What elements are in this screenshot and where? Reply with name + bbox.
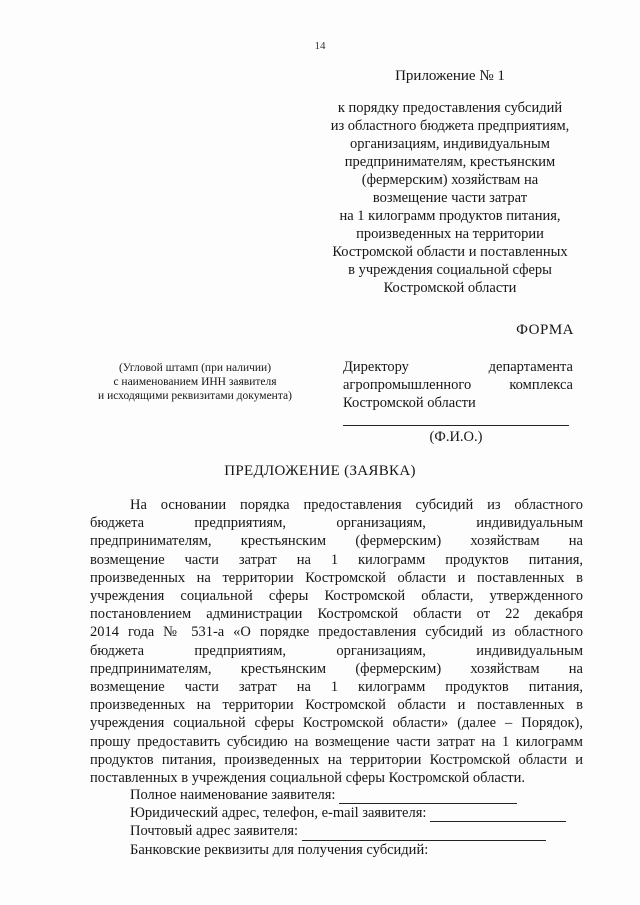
appendix-line: на 1 килограмм продуктов питания, [339,208,561,224]
body-line: постановлением администрации Костромской области от 22 декабря [90,606,583,623]
body-line: поставленных в учреждения социальной сферы Костромской области. [90,770,526,787]
appendix-line: к порядку предоставления субсидий [337,100,563,116]
body-line: 2014 года № 531-а «О порядке предоставления субсидий из областного [90,624,583,641]
addressee-line: Костромской области [343,395,476,411]
appendix-line: предпринимателям, крестьянским [344,154,556,170]
body-line: возмещение части затрат на 1 килограмм продуктов питания, [90,551,583,568]
fio-signature-line[interactable] [343,425,569,426]
document-title: ПРЕДЛОЖЕНИЕ (ЗАЯВКА) [224,463,416,479]
field-postal-address [130,822,590,840]
form-label: ФОРМА [516,322,574,338]
applicant-fields [130,786,590,859]
body-line: произведенных на территории Костромской области и поставленных в [90,569,583,586]
field-label: Юридический адрес, телефон, e-mail заявителя: [130,805,427,822]
field-label: Почтовый адрес заявителя: [130,823,299,840]
page-number: 14 [314,40,326,52]
appendix-line: из областного бюджета предприятиям, [330,118,570,134]
full-name-input-line[interactable] [339,790,517,804]
appendix-line: в учреждения социальной сферы [348,262,552,278]
field-bank-details [130,841,590,859]
appendix-block [300,67,600,297]
addressee-line: агропромышленного комплекса [343,377,573,393]
appendix-line: Костромской области и поставленных [332,244,568,260]
legal-address-input-line[interactable] [430,808,566,822]
body-line: учреждения социальной сферы Костромской области» (далее – Порядок), [90,715,583,732]
body-line: предпринимателям, крестьянским (фермерским) хозяйствам на [90,533,583,550]
application-body [90,496,583,787]
body-line: продуктов питания, произведенных на территории Костромской области и [90,751,583,768]
body-line: прошу предоставить субсидию на возмещение части затрат на 1 килограмм [90,733,583,750]
appendix-line: организациям, индивидуальным [350,136,550,152]
body-line: произведенных на территории Костромской области и поставленных в [90,697,583,714]
field-full-name [130,786,590,804]
body-line: учреждения социальной сферы Костромской области, утвержденного [90,588,583,605]
addressee-line: Директору департамента [343,359,573,375]
stamp-note-line: (Угловой штамп (при наличии) [118,362,272,374]
body-line: На основании порядка предоставления субсидий из областного [130,497,583,513]
appendix-title: Приложение № 1 [395,68,505,84]
fio-caption: (Ф.И.О.) [429,429,483,445]
field-label: Банковские реквизиты для получения субсидий: [130,841,429,858]
stamp-note-line: с наименованием ИНН заявителя [113,376,277,388]
appendix-line: возмещение части затрат [372,190,528,206]
body-line: предпринимателям, крестьянским (фермерским) хозяйствам на [90,660,583,677]
field-label: Полное наименование заявителя: [130,787,336,803]
appendix-line: Костромской области [383,280,517,296]
stamp-note-line: и исходящими реквизитами документа) [98,390,292,402]
appendix-line: произведенных на территории [356,226,544,242]
appendix-line: (фермерским) хозяйствам на [361,172,539,188]
body-line: возмещение части затрат на 1 килограмм продуктов питания, [90,679,583,696]
addressee-block [343,358,573,412]
body-line: бюджета предприятиям, организациям, индивидуальным [90,642,583,659]
corner-stamp-note [86,361,304,403]
field-legal-address [130,804,590,822]
postal-address-input-line[interactable] [302,827,546,841]
body-line: бюджета предприятиям, организациям, индивидуальным [90,515,583,532]
